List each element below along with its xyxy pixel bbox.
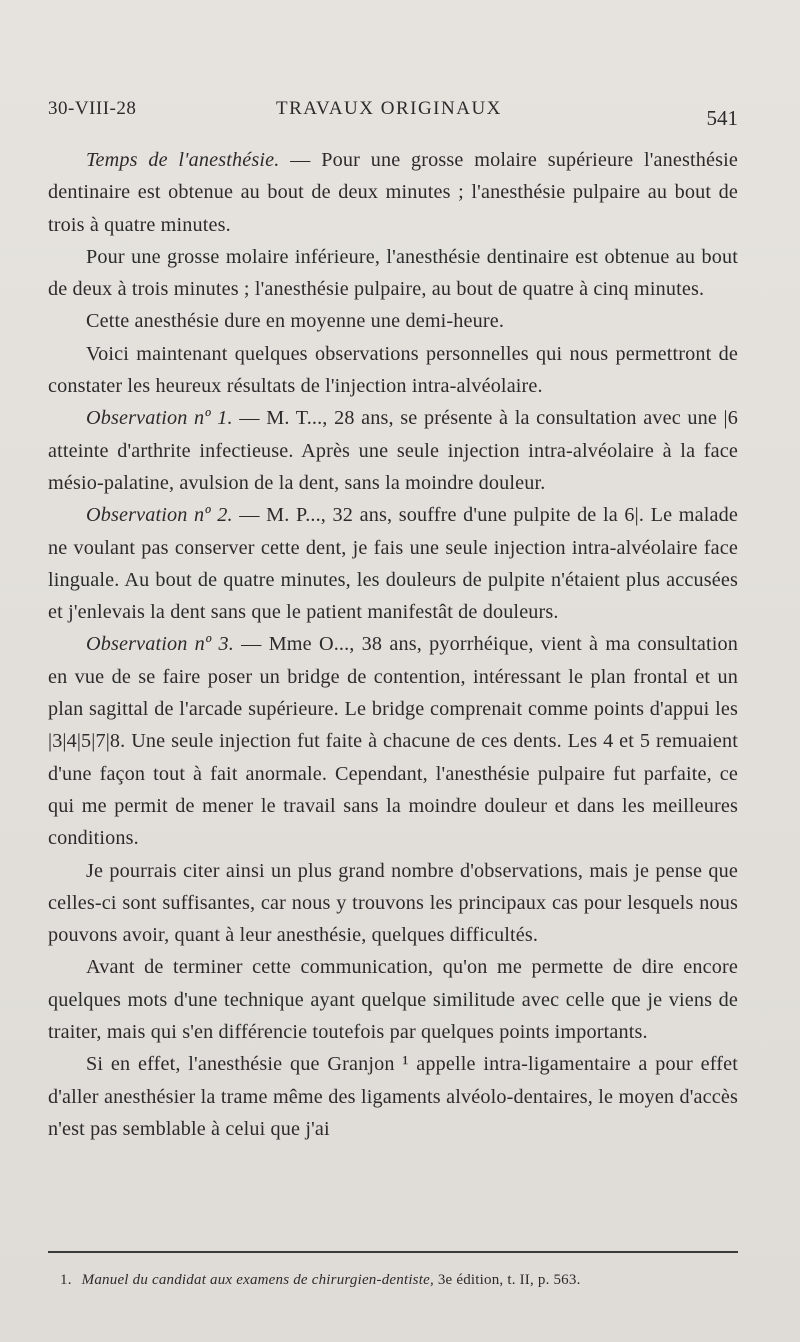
- paragraph-lead: Observation nº 1.: [86, 407, 233, 430]
- paragraph: [48, 1048, 738, 1145]
- paragraph: [48, 144, 738, 241]
- section-title: TRAVAUX ORIGINAUX: [276, 98, 502, 119]
- footnote-title: Manuel du candidat aux examens de chirurgien-dentiste,: [81, 1272, 434, 1288]
- paragraph: [48, 628, 738, 854]
- footnote-divider: [48, 1251, 738, 1253]
- running-header: [48, 98, 738, 128]
- footnote-detail: 3e édition, t. II, p. 563.: [433, 1272, 581, 1288]
- paragraph: [48, 241, 738, 306]
- paragraph-lead: Observation nº 3.: [86, 633, 234, 656]
- paragraph-text: Voici maintenant quelques observations personnelles qui nous permettront de constater les heureux résultats de l'injection intra-alvéolaire.: [48, 342, 738, 398]
- paragraph: [48, 855, 738, 952]
- paragraph-text: Si en effet, l'anesthésie que Granjon ¹ appelle intra-ligamentaire a pour effet d'aller anesthésier la trame même des ligaments alvéolo-dentaires, le moyen d'accès n'est pas semblable à celui que j'ai: [48, 1053, 738, 1140]
- paragraph-lead: Temps de l'anesthésie.: [86, 149, 280, 171]
- paragraph-text: Pour une grosse molaire inférieure, l'anesthésie dentinaire est obtenue au bout de deux à trois minutes ; l'anesthésie pulpaire, au bout de quatre à cinq minutes.: [48, 245, 738, 301]
- paragraph-text: — M. P..., 32 ans, souffre d'une pulpite de la 6|. Le malade ne voulant pas conserver cette dent, je fais une seule injection intra-alvéolaire face linguale. Au bout de quatre minutes, les douleurs de pulpite n'étaient plus accusées et j'enlevais la dent sans que le patient manifestât de douleurs.: [48, 504, 738, 624]
- paragraph-text: — Pour une grosse molaire supérieure l'anesthésie dentinaire est obtenue au bout de deux minutes ; l'anesthésie pulpaire au bout de trois à quatre minutes.: [48, 149, 738, 236]
- paragraph: [48, 305, 738, 337]
- paragraph: [48, 338, 738, 403]
- paragraph-lead: Observation nº 2.: [86, 504, 233, 527]
- paragraph-text: — Mme O..., 38 ans, pyorrhéique, vient à ma consultation en vue de se faire poser un bridge de contention, intéressant le plan frontal et un plan sagittal de l'arcade supérieure. Le bridge comprenait comme points d'appui les |3|4|5|7|8. Une seule injection fut faite à chacune de ces dents. Les 4 et 5 remuaient d'une façon tout à fait anormale. Cependant, l'anesthésie pulpaire fut parfaite, ce qui me permit de mener le travail sans la moindre douleur et dans les meilleures conditions.: [48, 633, 738, 850]
- issue-date: 30-VIII-28: [48, 98, 137, 119]
- paragraph-text: — M. T..., 28 ans, se présente à la consultation avec une |6 atteinte d'arthrite infectieuse. Après une seule injection intra-alvéolaire à la face mésio-palatine, avulsion de la dent, sans la moindre douleur.: [48, 407, 738, 494]
- paragraph: [48, 951, 738, 1048]
- article-body: [48, 144, 738, 1145]
- paragraph-text: Avant de terminer cette communication, qu'on me permette de dire encore quelques mots d'une technique ayant quelque similitude avec celle que je viens de traiter, mais qui s'en différencie toutefois par quelques points importants.: [48, 956, 738, 1044]
- paragraph-text: Je pourrais citer ainsi un plus grand nombre d'observations, mais je pense que celles-ci sont suffisantes, car nous y trouvons les principaux cas pour lesquels nous pouvons avoir, quant à leur anesthésie, quelques difficultés.: [48, 859, 738, 947]
- footnote-number: 1.: [60, 1272, 72, 1288]
- page-number: 541: [706, 106, 738, 130]
- paragraph: [48, 402, 738, 499]
- paragraph: [48, 499, 738, 628]
- paragraph-text: Cette anesthésie dure en moyenne une demi-heure.: [86, 310, 505, 333]
- footnote: [60, 1272, 740, 1289]
